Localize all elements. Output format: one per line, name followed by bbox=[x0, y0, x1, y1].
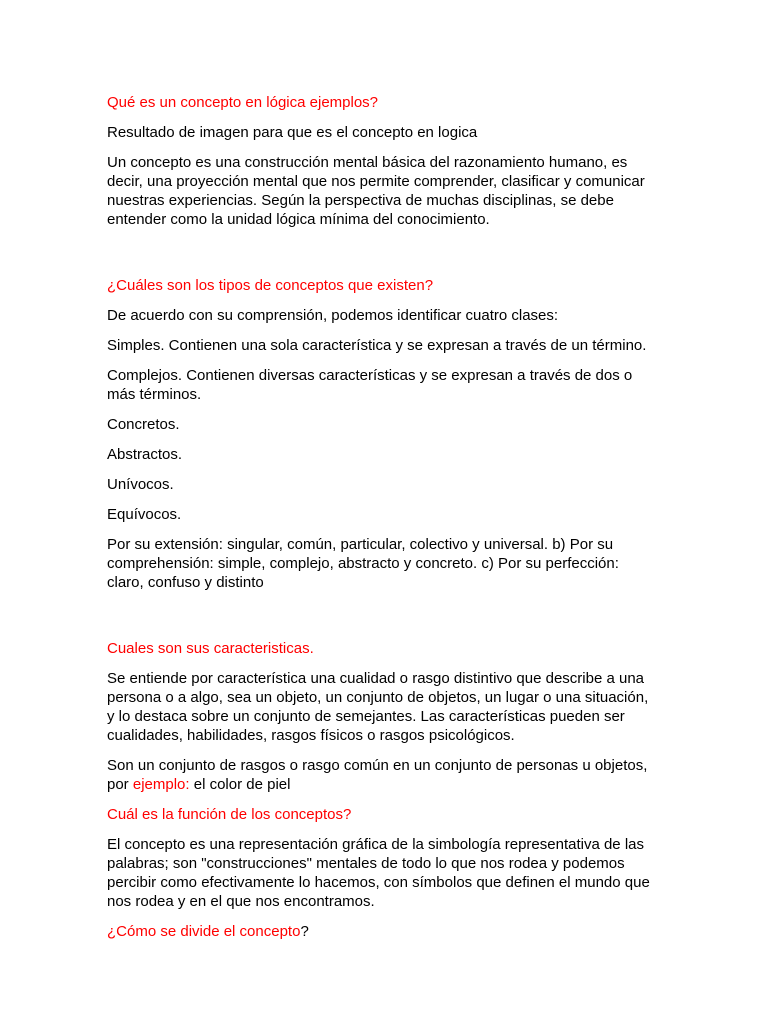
paragraph-univocos: Unívocos. bbox=[107, 476, 174, 493]
paragraph-concretos: Concretos. bbox=[107, 416, 180, 433]
paragraph-definicion-concepto: Un concepto es una construcción mental básica del razonamiento humano, es decir, una proyección mental que nos permite comprender, clasificar y comunicar nuestras experiencias. Según la perspectiva de muchas disciplinas, se debe entender como la unidad lógica mínima del conocimiento. bbox=[107, 154, 645, 228]
paragraph-abstractos: Abstractos. bbox=[107, 446, 183, 463]
paragraph-simples: Simples. Contienen una sola característica y se expresan a través de un término. bbox=[107, 337, 647, 354]
paragraph-resultado-imagen: Resultado de imagen para que es el concepto en logica bbox=[107, 124, 478, 141]
heading-funcion-conceptos: Cuál es la función de los conceptos? bbox=[107, 806, 352, 823]
heading-que-es-concepto: Qué es un concepto en lógica ejemplos? bbox=[107, 94, 379, 111]
paragraph-definicion-caracteristica: Se entiende por característica una cualidad o rasgo distintivo que describe a una persona o a algo, sea un objeto, un conjunto de objetos, un lugar o una situación, y lo destaca sobre un conjunto de semejantes. Las características pueden ser cualidades, habilidades, rasgos físicos o rasgos psicológicos. bbox=[107, 670, 649, 744]
ejemplo-link[interactable]: ejemplo: bbox=[132, 776, 190, 793]
heading-caracteristicas: Cuales son sus caracteristicas. bbox=[107, 640, 314, 657]
paragraph-complejos: Complejos. Contienen diversas características y se expresan a través de dos o más términos. bbox=[107, 367, 633, 403]
paragraph-cuatro-clases: De acuerdo con su comprensión, podemos identificar cuatro clases: bbox=[107, 307, 559, 324]
heading-como-se-divide-text: ¿Cómo se divide el concepto bbox=[107, 923, 301, 940]
paragraph-conjunto-rasgos bbox=[107, 756, 658, 794]
heading-question-mark: ? bbox=[300, 923, 309, 940]
paragraph-extension: Por su extensión: singular, común, particular, colectivo y universal. b) Por su comprehensión: simple, complejo, abstracto y concreto. c) Por su perfección: claro, confuso y distinto bbox=[107, 536, 619, 591]
paragraph-funcion-concepto: El concepto es una representación gráfica de la simbología representativa de las palabras; son "construcciones" mentales de todo lo que nos rodea y podemos percibir como efectivamente lo hacemos, con símbolos que definen el mundo que nos rodea y en el que nos encontramos. bbox=[107, 836, 650, 910]
paragraph-equivocos: Equívocos. bbox=[107, 506, 182, 523]
heading-tipos-conceptos: ¿Cuáles son los tipos de conceptos que existen? bbox=[107, 277, 434, 294]
text-before-link: Son un conjunto de rasgos o rasgo común en un conjunto de personas u objetos, por bbox=[107, 757, 648, 793]
heading-como-se-divide bbox=[107, 922, 658, 941]
text-after-link: el color de piel bbox=[189, 776, 291, 793]
